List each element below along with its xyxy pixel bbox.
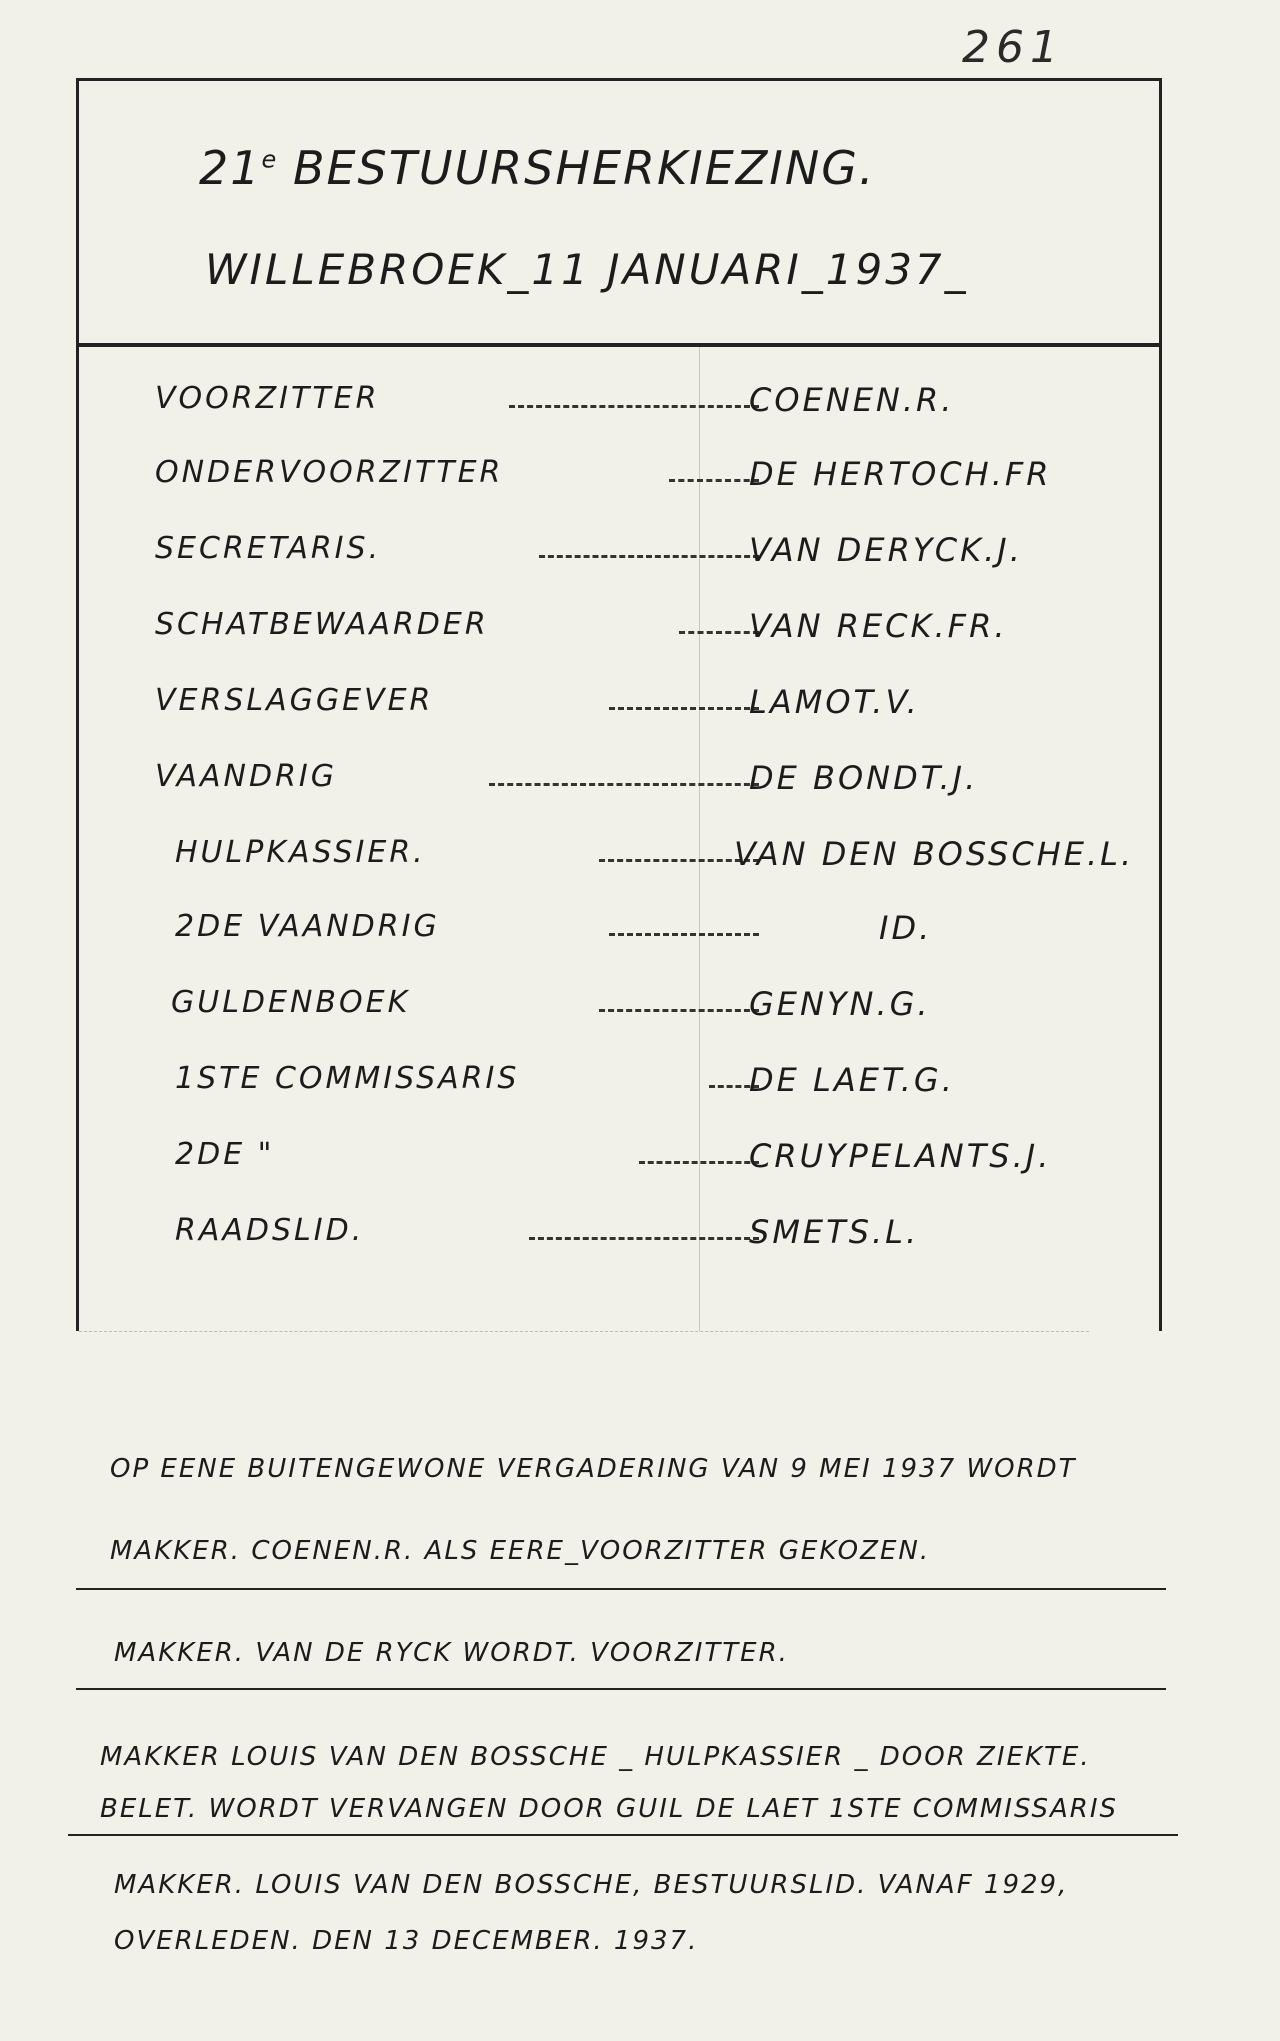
member-name: DE HERTOCH.FR: [749, 455, 1052, 493]
header-box: [79, 81, 1159, 347]
board-row: [79, 835, 1159, 885]
leader-dots: [609, 933, 759, 936]
member-name: DE LAET.G.: [749, 1061, 955, 1099]
page-subtitle: WILLEBROEK_11 JANUARI_1937_: [205, 245, 969, 294]
leader-dots: [639, 1161, 759, 1164]
board-row: [79, 531, 1159, 581]
role-label: VERSLAGGEVER: [155, 683, 434, 718]
member-name: COENEN.R.: [749, 381, 955, 419]
note-line: MAKKER. LOUIS VAN DEN BOSSCHE, BESTUURSLID. VANAF 1929,: [114, 1870, 1069, 1900]
role-label: HULPKASSIER.: [175, 835, 426, 870]
board-row: [79, 909, 1159, 959]
member-name: VAN DEN BOSSCHE.L.: [734, 835, 1135, 873]
role-label: VAANDRIG: [155, 759, 338, 794]
bottom-faint-line: [79, 1331, 1089, 1332]
role-label: 1STE COMMISSARIS: [175, 1061, 520, 1096]
page-title: [199, 141, 876, 195]
role-label: VOORZITTER: [155, 381, 380, 416]
member-name: ID.: [879, 909, 933, 947]
board-row: [79, 381, 1159, 431]
member-name: LAMOT.V.: [749, 683, 920, 721]
member-name: CRUYPELANTS.J.: [749, 1137, 1052, 1175]
leader-dots: [539, 555, 759, 558]
member-name: SMETS.L.: [749, 1213, 920, 1251]
board-row: [79, 1061, 1159, 1111]
note-line: BELET. WORDT VERVANGEN DOOR GUIL DE LAET 1STE COMMISSARIS: [100, 1794, 1119, 1824]
leader-dots: [489, 783, 759, 786]
role-label: 2DE VAANDRIG: [175, 909, 440, 944]
note-line: MAKKER. COENEN.R. ALS EERE_VOORZITTER GEKOZEN.: [110, 1536, 931, 1566]
leader-dots: [509, 405, 759, 408]
board-row: [79, 985, 1159, 1035]
separator-line: [68, 1834, 1178, 1836]
role-label: 2DE ": [175, 1137, 275, 1172]
board-row: [79, 607, 1159, 657]
board-row: [79, 759, 1159, 809]
note-line: MAKKER. VAN DE RYCK WORDT. VOORZITTER.: [114, 1638, 789, 1668]
page-number: 261: [962, 22, 1064, 73]
title-text: BESTUURSHERKIEZING.: [292, 141, 876, 195]
board-row: [79, 683, 1159, 733]
role-label: RAADSLID.: [175, 1213, 365, 1248]
separator-line: [76, 1588, 1166, 1590]
title-number: 21: [199, 141, 262, 195]
separator-line: [76, 1688, 1166, 1690]
title-suffix: e: [261, 145, 277, 174]
member-name: GENYN.G.: [749, 985, 931, 1023]
board-row: [79, 1213, 1159, 1263]
note-line: MAKKER LOUIS VAN DEN BOSSCHE _ HULPKASSIER _ DOOR ZIEKTE.: [100, 1742, 1091, 1772]
board-row: [79, 1137, 1159, 1187]
board-row: [79, 455, 1159, 505]
member-name: VAN RECK.FR.: [749, 607, 1008, 645]
role-label: SCHATBEWAARDER: [155, 607, 489, 642]
role-label: GULDENBOEK: [171, 985, 411, 1020]
leader-dots: [679, 631, 759, 634]
note-line: OP EENE BUITENGEWONE VERGADERING VAN 9 MEI 1937 WORDT: [110, 1454, 1077, 1484]
role-label: ONDERVOORZITTER: [155, 455, 504, 490]
leader-dots: [669, 479, 759, 482]
board-frame: [76, 78, 1162, 1331]
leader-dots: [599, 1009, 759, 1012]
role-label: SECRETARIS.: [155, 531, 382, 566]
leader-dots: [529, 1237, 759, 1240]
leader-dots: [609, 707, 759, 710]
note-line: OVERLEDEN. DEN 13 DECEMBER. 1937.: [114, 1926, 699, 1956]
member-name: DE BONDT.J.: [749, 759, 979, 797]
member-name: VAN DERYCK.J.: [749, 531, 1023, 569]
